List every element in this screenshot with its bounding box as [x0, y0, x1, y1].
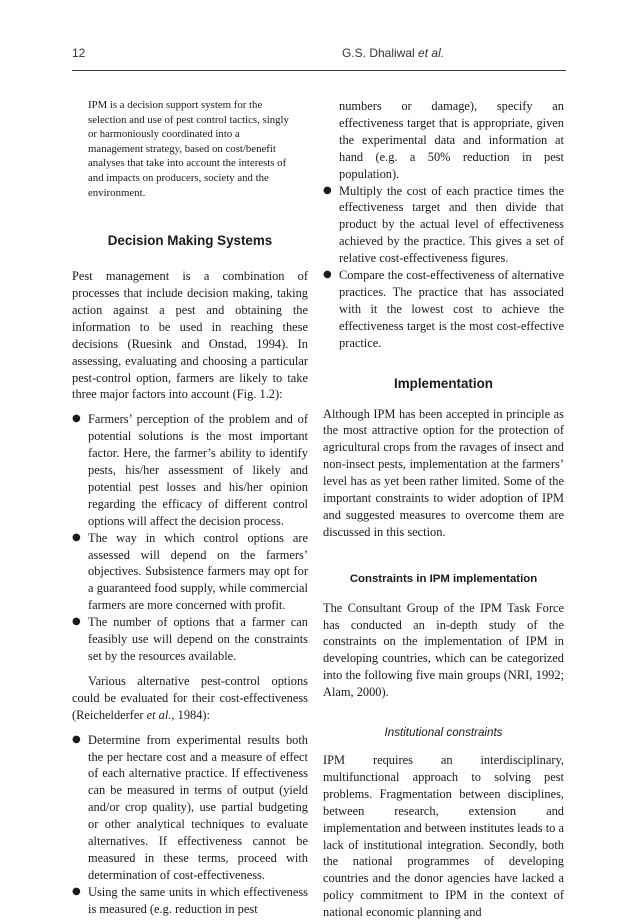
decision-making-heading: Decision Making Systems — [107, 233, 273, 249]
header-rule — [72, 70, 566, 71]
factors-list — [72, 411, 308, 665]
running-author: G.S. Dhaliwal — [342, 46, 415, 60]
steps-list — [72, 732, 308, 918]
alternatives-post: , 1984): — [171, 707, 210, 722]
factor-item: ● The way in which control options are assessed will depend on the farmers’ objectives. Subsistence farmers may opt for a guaranteed food supply, while commercial farmers are more concerned with profit. — [72, 530, 308, 615]
alternatives-et-al: et al. — [146, 707, 172, 722]
running-title — [342, 46, 444, 60]
decision-making-intro: Pest management is a combination of processes that include decision making, taking action against a pest and obtaining the information to be used in reaching these decisions (Ruesink and Onstad, 1994). In assessing, evaluating and choosing a particular pest-control option, farmers are likely to take three major factors into account (Fig. 1.2): — [72, 269, 308, 402]
institutional-paragraph: IPM requires an interdisciplinary, multifunctional approach to solving pest problems. Fragmentation between disciplines, between research, extension and implementation and between institutes leads to a lack of institutional integration. Secondly, both the national programmes of developing countries and the donor agencies have lacked a policy commitment to IPM in the context of national economic planning and — [323, 753, 564, 920]
alternatives-paragraph — [72, 673, 308, 724]
running-et-al: et al. — [418, 46, 445, 60]
quote-text: IPM is a decision support system for the selection and use of pest control tactics, singly or harmoniously coordinated into a management strategy, based on cost/benefit analyses that take into account the interests of and impacts on producers, society and the environment. — [88, 99, 289, 199]
step-item: ● Using the same units in which effectiveness is measured (e.g. reduction in pest — [72, 884, 308, 918]
step-item: ● Multiply the cost of each practice times the effectiveness target and then divide that product by the actual level of effectiveness achieved by the practice. This gives a set of relative cost-effectiveness figures. — [323, 183, 564, 268]
step-item: ● Compare the cost-effectiveness of alternative practices. The practice that has associated with it the lowest cost to achieve the effectiveness target is the most cost-effective practice. — [323, 267, 564, 352]
steps-list-right — [323, 183, 564, 352]
left-column — [72, 98, 308, 918]
constraints-heading: Constraints in IPM implementation — [349, 572, 538, 585]
factor-item: ● The number of options that a farmer can feasibly use will depend on the constraints set by the resources available. — [72, 614, 308, 665]
page-number: 12 — [72, 46, 86, 60]
implementation-heading: Implementation — [394, 375, 493, 391]
step-item: ● Determine from experimental results both the per hectare cost and a measure of effect of each alternative practice. If effectiveness can be measured in terms of output (yield and/or crop quality), use partial budgeting or other analytical techniques to evaluate alternatives. If effectiveness cannot be measured in these terms, proceed with determination of cost-effectiveness. — [72, 732, 308, 884]
step-continued: numbers or damage), specify an effectiveness target that is appropriate, given the experimental data and information at hand (e.g. a 50% reduction in pest population). — [339, 99, 564, 181]
right-column — [323, 98, 564, 921]
steps-continued-list — [323, 98, 564, 183]
factor-item: ● Farmers’ perception of the problem and of potential solutions is the most important factor. Here, the farmer’s ability to identify pests, his/her assessment of likely and potential pest losses and his/her opinion regarding the efficacy of different control options will affect the decision process. — [72, 411, 308, 529]
implementation-paragraph: Although IPM has been accepted in principle as the most attractive option for the protection of agricultural crops from the ravages of insect and non-insect pests, implementation at the farmers’ level has as yet been rather limited. Some of the important constraints to wider adoption of IPM and suggested measures to overcome them are discussed in this section. — [323, 406, 564, 539]
institutional-heading: Institutional constraints — [384, 726, 503, 740]
running-header — [72, 46, 566, 64]
ipm-definition-quote — [88, 98, 296, 200]
constraints-paragraph: The Consultant Group of the IPM Task Force has conducted an in-depth study of the constraints on the implementation of IPM in developing countries, which can be categorized into the following five main groups (NRI, 1992; Alam, 2000). — [323, 600, 564, 700]
alternatives-pre: Various alternative pest-control options could be evaluated for their cost-effectiveness (Reichelderfer — [72, 673, 308, 722]
